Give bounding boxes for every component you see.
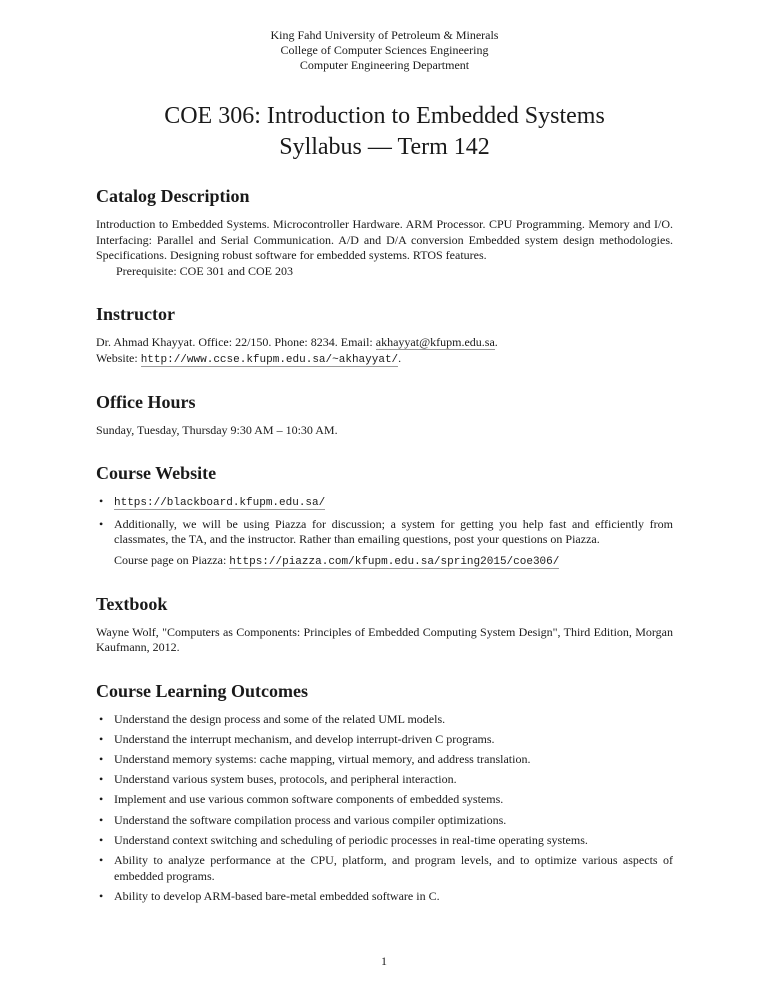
outcomes-list: [96, 712, 673, 905]
office-hours-section: [96, 391, 673, 439]
outcome-item: [96, 813, 673, 829]
textbook-section: [96, 593, 673, 656]
outcome-item: [96, 772, 673, 788]
outcome-text: Understand memory systems: cache mapping, virtual memory, and address translation.: [114, 752, 531, 767]
email-link[interactable]: akhayyat@kfupm.edu.sa: [375, 335, 495, 350]
piazza-description: Additionally, we will be using Piazza for discussion; a system for getting you help fast and efficiently from classmates, the TA, and the instructor. Rather than emailing questions, post your questions on Piazza.: [114, 516, 673, 547]
course-title: COE 306: Introduction to Embedded Systems: [164, 103, 605, 129]
outcome-item: [96, 752, 673, 768]
university-header: [96, 28, 673, 73]
bullet-icon: •: [99, 832, 104, 847]
email-end: .: [494, 335, 498, 350]
outcome-item: [96, 833, 673, 849]
outcome-text: Ability to develop ARM-based bare-metal embedded software in C.: [114, 888, 440, 903]
bullet-icon: •: [99, 516, 104, 531]
bullet-icon: •: [99, 853, 104, 868]
department-name: Computer Engineering Department: [299, 58, 470, 72]
catalog-text: Introduction to Embedded Systems. Microcontroller Hardware. ARM Processor. CPU Programming. Memory and I/O. Interfacing: Parallel and Serial Communication. A/D and D/A conversion Embedded system design methodologies. Specifications. Designing robust software for embedded systems. RTOS features.: [96, 217, 673, 263]
outcome-item: [96, 712, 673, 728]
page-title: [96, 101, 673, 163]
outcome-text: Ability to analyze performance at the CPU, platform, and program levels, and to optimize various aspects of embedded programs.: [114, 853, 673, 883]
outcomes-section: [96, 680, 673, 905]
outcome-item: [96, 732, 673, 748]
textbook-text: Wayne Wolf, "Computers as Components: Principles of Embedded Computing System Design", Third Edition, Morgan Kaufmann, 2012.: [96, 624, 673, 655]
bullet-icon: •: [99, 494, 104, 509]
bullet-icon: •: [99, 752, 104, 767]
bullet-icon: •: [99, 772, 104, 787]
bullet-icon: •: [99, 812, 104, 827]
page: [96, 28, 673, 904]
piazza-label: Course page on Piazza:: [114, 552, 230, 567]
course-website-list: [96, 494, 673, 570]
instructor-details: Dr. Ahmad Khayyat. Office: 22/150. Phone: 8234. Email:: [96, 335, 376, 350]
office-hours-text: Sunday, Tuesday, Thursday 9:30 AM – 10:30 AM.: [96, 422, 338, 437]
outcome-text: Understand the software compilation process and various compiler optimizations.: [114, 812, 507, 827]
outcome-text: Understand the interrupt mechanism, and develop interrupt-driven C programs.: [114, 731, 495, 746]
university-name: King Fahd University of Petroleum & Minerals: [270, 28, 499, 42]
instructor-info: [96, 335, 673, 351]
page-number: 1: [381, 954, 387, 968]
catalog-heading: Catalog Description: [96, 186, 250, 206]
list-item: [96, 517, 673, 571]
course-website-heading: Course Website: [96, 463, 217, 484]
instructor-section: [96, 303, 673, 368]
blackboard-link[interactable]: https://blackboard.kfupm.edu.sa/: [114, 497, 326, 510]
website-end: .: [398, 350, 402, 365]
office-hours-heading: Office Hours: [96, 391, 196, 412]
instructor-website: [96, 351, 673, 369]
website-label: Website:: [96, 350, 141, 365]
bullet-icon: •: [99, 792, 104, 807]
bullet-icon: •: [99, 711, 104, 726]
piazza-line: [114, 553, 673, 571]
website-link[interactable]: http://www.ccse.kfupm.edu.sa/~akhayyat/: [140, 353, 399, 366]
bullet-icon: •: [99, 888, 104, 903]
outcome-item: [96, 853, 673, 884]
textbook-heading: Textbook: [96, 593, 168, 614]
outcomes-heading: Course Learning Outcomes: [96, 680, 308, 701]
syllabus-term: Syllabus — Term 142: [279, 134, 490, 160]
outcome-item: [96, 792, 673, 808]
college-name: College of Computer Sciences Engineering: [280, 43, 489, 57]
outcome-text: Understand the design process and some of the related UML models.: [114, 711, 446, 726]
bullet-icon: •: [99, 731, 104, 746]
course-website-section: [96, 462, 673, 570]
outcome-text: Understand context switching and scheduling of periodic processes in real-time operating systems.: [114, 832, 588, 847]
instructor-heading: Instructor: [96, 304, 175, 325]
list-item: [96, 494, 673, 512]
catalog-section: [96, 185, 673, 279]
outcome-item: [96, 889, 673, 905]
outcome-text: Understand various system buses, protocols, and peripheral interaction.: [114, 772, 457, 787]
piazza-link[interactable]: https://piazza.com/kfupm.edu.sa/spring2015/coe306/: [229, 555, 560, 568]
prerequisite: Prerequisite: COE 301 and COE 203: [116, 263, 293, 278]
outcome-text: Implement and use various common software components of embedded systems.: [114, 792, 504, 807]
